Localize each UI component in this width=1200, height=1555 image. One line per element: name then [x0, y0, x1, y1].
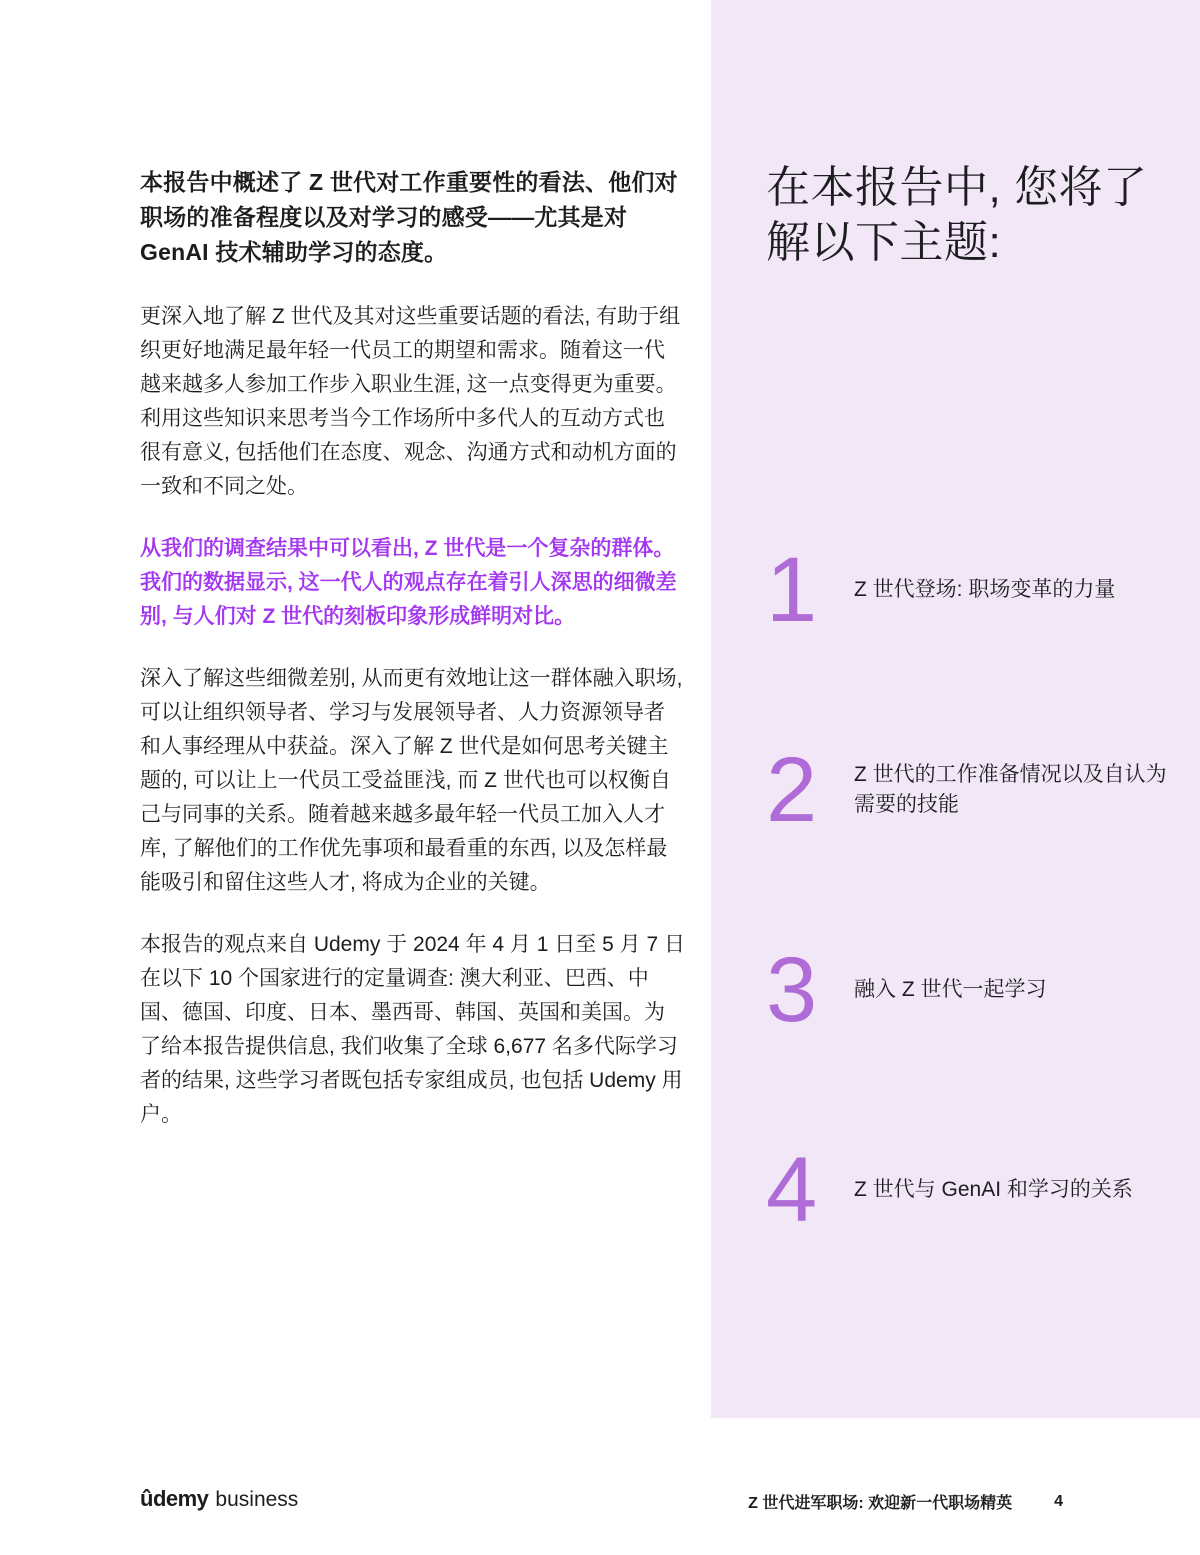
footer-meta [748, 1490, 1063, 1513]
toc-number: 2 [766, 739, 818, 841]
body-paragraph-1: 更深入地了解 Z 世代及其对这些重要话题的看法, 有助于组织更好地满足最年轻一代员工的期望和需求。随着这一代越来越多人参加工作步入职业生涯, 这一点变得更为重要。利用这些知识来思考当今工作场所中多代人的互动方式也很有意义, 包括他们在态度、观念、沟通方式和动机方面的一致和不同之处。 [140, 304, 681, 498]
toc-list [766, 490, 1186, 1290]
table-of-contents-panel [711, 0, 1200, 1418]
body-paragraph-highlight: 从我们的调查结果中可以看出, Z 世代是一个复杂的群体。我们的数据显示, 这一代人的观点存在着引人深思的细微差别, 与人们对 Z 世代的刻板印象形成鲜明对比。 [140, 536, 677, 628]
logo-word: business [215, 1488, 299, 1511]
panel-title: 在本报告中, 您将了解以下主题: [766, 163, 1148, 268]
toc-number: 4 [766, 1139, 818, 1241]
body-paragraph-3: 深入了解这些细微差别, 从而更有效地让这一群体融入职场, 可以让组织领导者、学习与发展领导者、人力资源领导者和人事经理从中获益。深入了解 Z 世代是如何思考关键主题的, 可以让上一代员工受益匪浅, 而 Z 世代也可以权衡自己与同事的关系。随着越来越多最年轻一代员工加入人才库, 了解他们的工作优先事项和最看重的东西, 以及怎样最能吸引和留住这些人才, 将成为企业的关键。 [140, 667, 683, 895]
lead-paragraph: 本报告中概述了 Z 世代对工作重要性的看法、他们对职场的准备程度以及对学习的感受——尤其是对 GenAI 技术辅助学习的态度。 [140, 169, 678, 265]
page-number: 4 [1054, 1492, 1063, 1510]
toc-label: Z 世代登场: 职场变革的力量 [854, 577, 1116, 601]
list-item[interactable] [766, 690, 1186, 890]
toc-label: 融入 Z 世代一起学习 [854, 977, 1047, 1001]
body-paragraph-4: 本报告的观点来自 Udemy 于 2024 年 4 月 1 日至 5 月 7 日在以下 10 个国家进行的定量调查: 澳大利亚、巴西、中国、德国、印度、日本、墨西哥、韩国、英国和美国。为了给本报告提供信息, 我们收集了全球 6,677 名多代际学习者的结果, 这些学习者既包括专家组成员, 也包括 Udemy 用户。 [140, 933, 685, 1127]
toc-number: 3 [766, 939, 818, 1041]
article-body [140, 165, 685, 1160]
toc-label: Z 世代与 GenAI 和学习的关系 [854, 1177, 1133, 1201]
toc-number: 1 [766, 539, 818, 641]
list-item[interactable] [766, 890, 1186, 1090]
udemy-business-logo [140, 1486, 298, 1512]
footer-title: Z 世代进军职场: 欢迎新一代职场精英 [748, 1495, 1013, 1512]
list-item[interactable] [766, 490, 1186, 690]
list-item[interactable] [766, 1090, 1186, 1290]
page-footer [0, 1418, 1200, 1555]
logo-mark: ûdemy [140, 1486, 209, 1511]
toc-label: Z 世代的工作准备情况以及自认为需要的技能 [854, 762, 1167, 816]
